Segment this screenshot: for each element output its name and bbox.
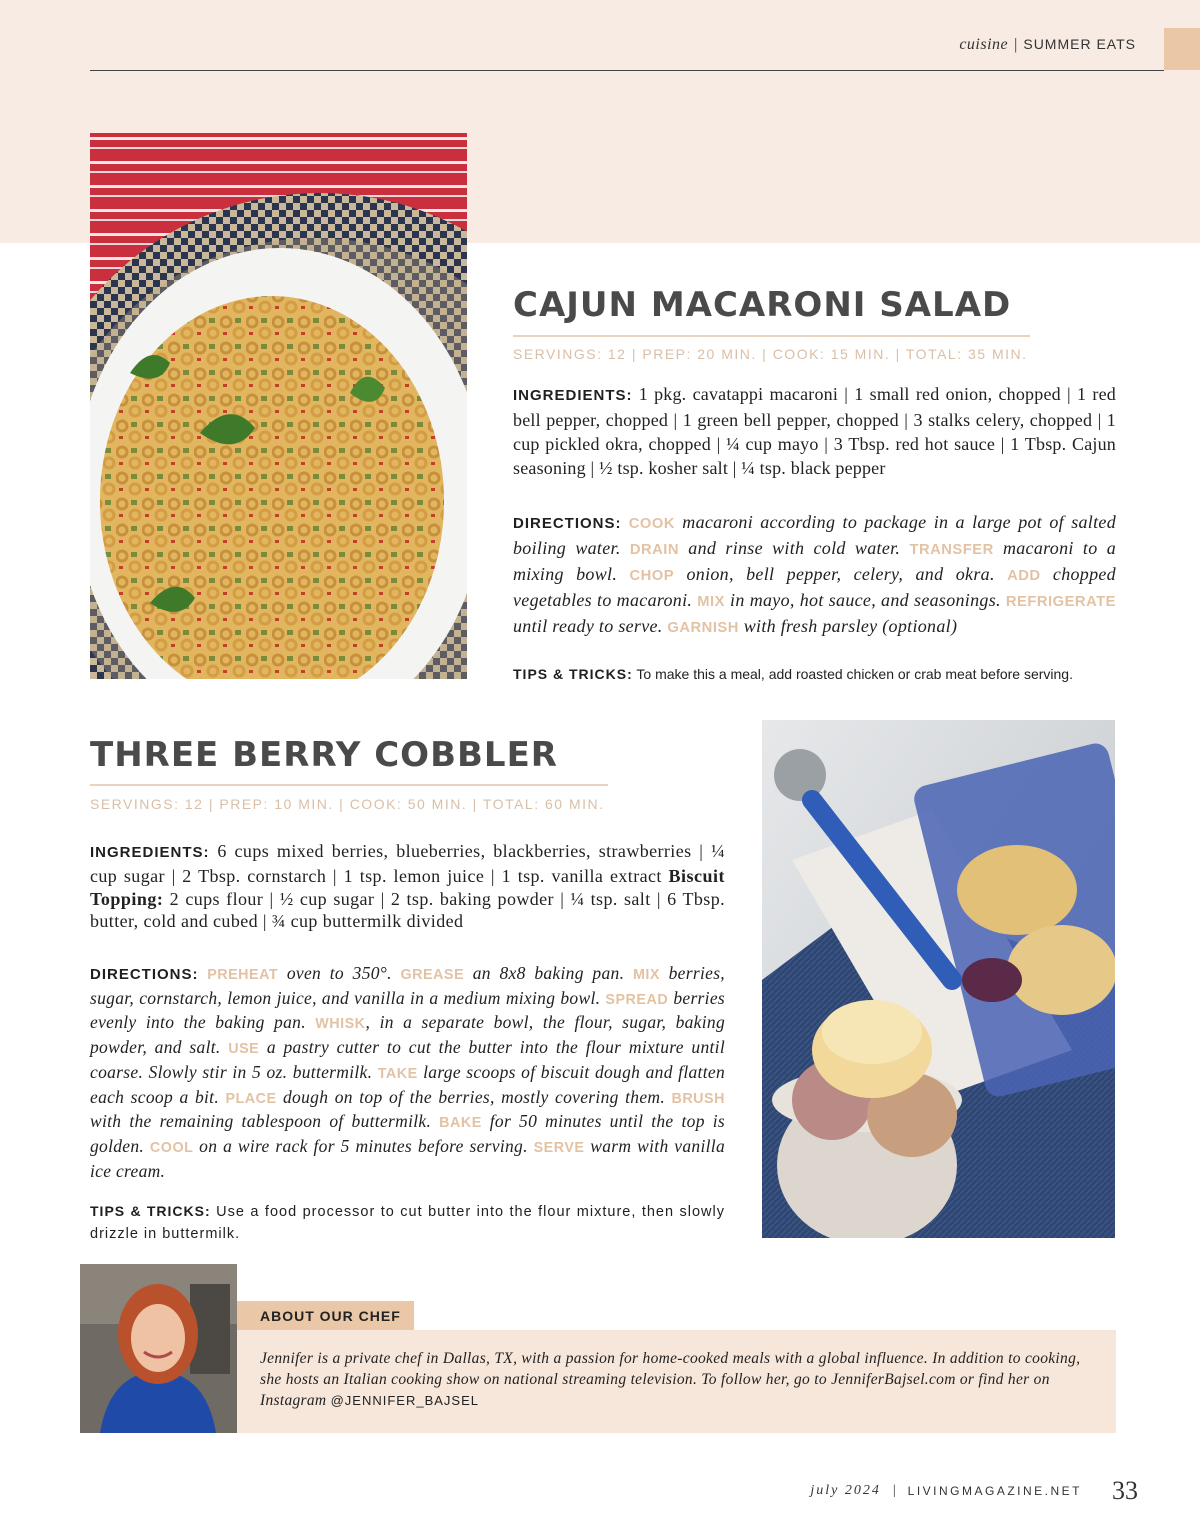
step-text: and rinse with cold water.: [679, 538, 910, 558]
title-divider: [513, 335, 1030, 337]
ingredients-block: [513, 382, 1116, 480]
step-verb: GREASE: [400, 967, 465, 983]
tips-text: To make this a meal, add roasted chicken or crab meat before serving.: [636, 666, 1073, 682]
recipe-meta: SERVINGS: 12 | PREP: 10 MIN. | COOK: 50 MIN. | TOTAL: 60 MIN.: [90, 796, 605, 812]
step-text: oven to 350°.: [278, 963, 401, 983]
ingredients-label: INGREDIENTS:: [90, 844, 210, 861]
ingredients-text: 1 pkg. cavatappi macaroni | 1 small red onion, chopped | 1 red bell pepper, chopped | 1 green bell pepper, chopped | 3 stalks celery, chopped | 1 cup pickled okra, chopped | ¼ cup mayo | 3 Tbsp. red hot sauce | 1 Tbsp. Cajun seasoning | ½ tsp. kosher salt | ¼ tsp. black pepper: [513, 384, 1116, 478]
footer-site-link[interactable]: LIVINGMAGAZINE.NET: [907, 1484, 1082, 1498]
header-accent-tab: [1164, 28, 1200, 70]
step-text: on a wire rack for 5 minutes before serving.: [193, 1135, 534, 1156]
step-text: warm with vanilla ice cream.: [90, 1135, 726, 1181]
tips-block: [513, 664, 1133, 684]
step-verb: TAKE: [377, 1065, 418, 1082]
step-verb: SPREAD: [605, 991, 669, 1008]
about-chef-label: ABOUT OUR CHEF: [237, 1301, 414, 1330]
step-verb: REFRIGERATE: [1005, 594, 1116, 610]
step-verb: COOL: [149, 1139, 194, 1156]
step-verb: BRUSH: [671, 1090, 725, 1107]
step-verb: WHISK: [315, 1016, 366, 1033]
recipe-title: THREE BERRY COBBLER: [90, 735, 558, 775]
step-verb: BAKE: [439, 1115, 482, 1132]
step-text: a pastry cutter to cut the butter into the flour mixture until coarse. Slowly stir in 5 oz. buttermilk.: [90, 1037, 725, 1082]
ingredients-label: INGREDIENTS:: [513, 387, 633, 404]
topping-label: Biscuit Topping:: [90, 865, 725, 909]
step-verb: COOK: [628, 516, 676, 532]
tips-label: TIPS & TRICKS:: [513, 666, 633, 682]
directions-label: DIRECTIONS:: [90, 966, 199, 983]
step-text: with the remaining tablespoon of buttermilk.: [90, 1111, 440, 1132]
step-verb: TRANSFER: [909, 542, 994, 558]
directions-label: DIRECTIONS:: [513, 515, 622, 532]
step-text: for 50 minutes until the top is golden.: [90, 1111, 725, 1156]
page-number: 33: [1112, 1476, 1138, 1505]
step-verb: CHOP: [629, 568, 675, 584]
tips-label: TIPS & TRICKS:: [90, 1203, 211, 1219]
section-title: SUMMER EATS: [1023, 36, 1136, 52]
step-text: onion, bell pepper, celery, and okra.: [674, 564, 1008, 584]
step-text: with fresh parsley (optional): [738, 616, 958, 636]
step-verb: PLACE: [225, 1090, 277, 1107]
title-divider: [90, 784, 608, 786]
issue-date: july 2024: [810, 1483, 881, 1498]
step-text: dough on top of the berries, mostly covering them.: [276, 1086, 672, 1107]
step-verb: SERVE: [533, 1139, 585, 1156]
berry-cobbler-photo: [762, 720, 1115, 1238]
ingredients-block: [90, 840, 725, 933]
section-header: [959, 36, 1136, 54]
step-text: in mayo, hot sauce, and seasonings.: [725, 590, 1006, 610]
ingredients-text: 6 cups mixed berries, blueberries, blackberries, strawberries | ¼ cup sugar | 2 Tbsp. cornstarch | 1 tsp. lemon juice | 1 tsp. vanilla extract: [90, 841, 726, 886]
step-verb: USE: [228, 1041, 260, 1058]
step-verb: ADD: [1007, 568, 1041, 584]
macaroni-salad-photo: [90, 133, 467, 679]
step-verb: GARNISH: [667, 620, 739, 636]
step-text: , in a separate bowl, the flour, sugar, baking powder, and salt.: [90, 1012, 725, 1058]
header-rule: [90, 70, 1164, 71]
step-text: large scoops of biscuit dough and flatten each scoop a bit.: [90, 1061, 725, 1107]
step-text: chopped vegetables to macaroni.: [513, 564, 1116, 610]
section-name: cuisine: [959, 36, 1009, 53]
step-text: berries, sugar, cornstarch, lemon juice, and vanilla in a medium mixing bowl.: [90, 963, 725, 1008]
step-text: macaroni to a mixing bowl.: [513, 538, 1117, 584]
step-verb: PREHEAT: [207, 967, 279, 983]
step-verb: DRAIN: [629, 542, 680, 558]
step-text: until ready to serve.: [513, 616, 668, 636]
instagram-handle[interactable]: @JENNIFER_BAJSEL: [330, 1393, 480, 1408]
tips-block: [90, 1200, 725, 1245]
step-text: berries evenly into the baking pan.: [90, 987, 726, 1033]
ingredients-text: 2 cups flour | ½ cup sugar | 2 tsp. baking powder | ¼ tsp. salt | 6 Tbsp. butter, cold and cubed | ¾ cup buttermilk divided: [90, 888, 725, 932]
about-chef-bio: Jennifer is a private chef in Dallas, TX, with a passion for home-cooked meals with a global influence. In addition to cooking, she hosts an Italian cooking show on national streaming television. To follow her, go to JenniferBajsel.com or find her on Instagram: [260, 1350, 1081, 1409]
step-verb: MIX: [632, 967, 660, 983]
step-text: macaroni according to package in a large pot of salted boiling water.: [513, 512, 1116, 558]
step-text: an 8x8 baking pan.: [464, 963, 633, 983]
about-chef-text: [260, 1348, 1100, 1411]
footer-divider: |: [892, 1483, 896, 1498]
recipe-title: CAJUN MACARONI SALAD: [513, 285, 1012, 325]
recipe-meta: SERVINGS: 12 | PREP: 20 MIN. | COOK: 15 MIN. | TOTAL: 35 MIN.: [513, 346, 1028, 362]
chef-photo: [80, 1264, 237, 1433]
directions-block: [513, 510, 1116, 640]
page-footer: [810, 1476, 1138, 1506]
directions-block: [90, 962, 725, 1182]
tips-text: Use a food processor to cut butter into the flour mixture, then slowly drizzle in buttermilk.: [90, 1204, 726, 1242]
step-verb: MIX: [697, 594, 725, 610]
header-divider: |: [1014, 36, 1018, 53]
